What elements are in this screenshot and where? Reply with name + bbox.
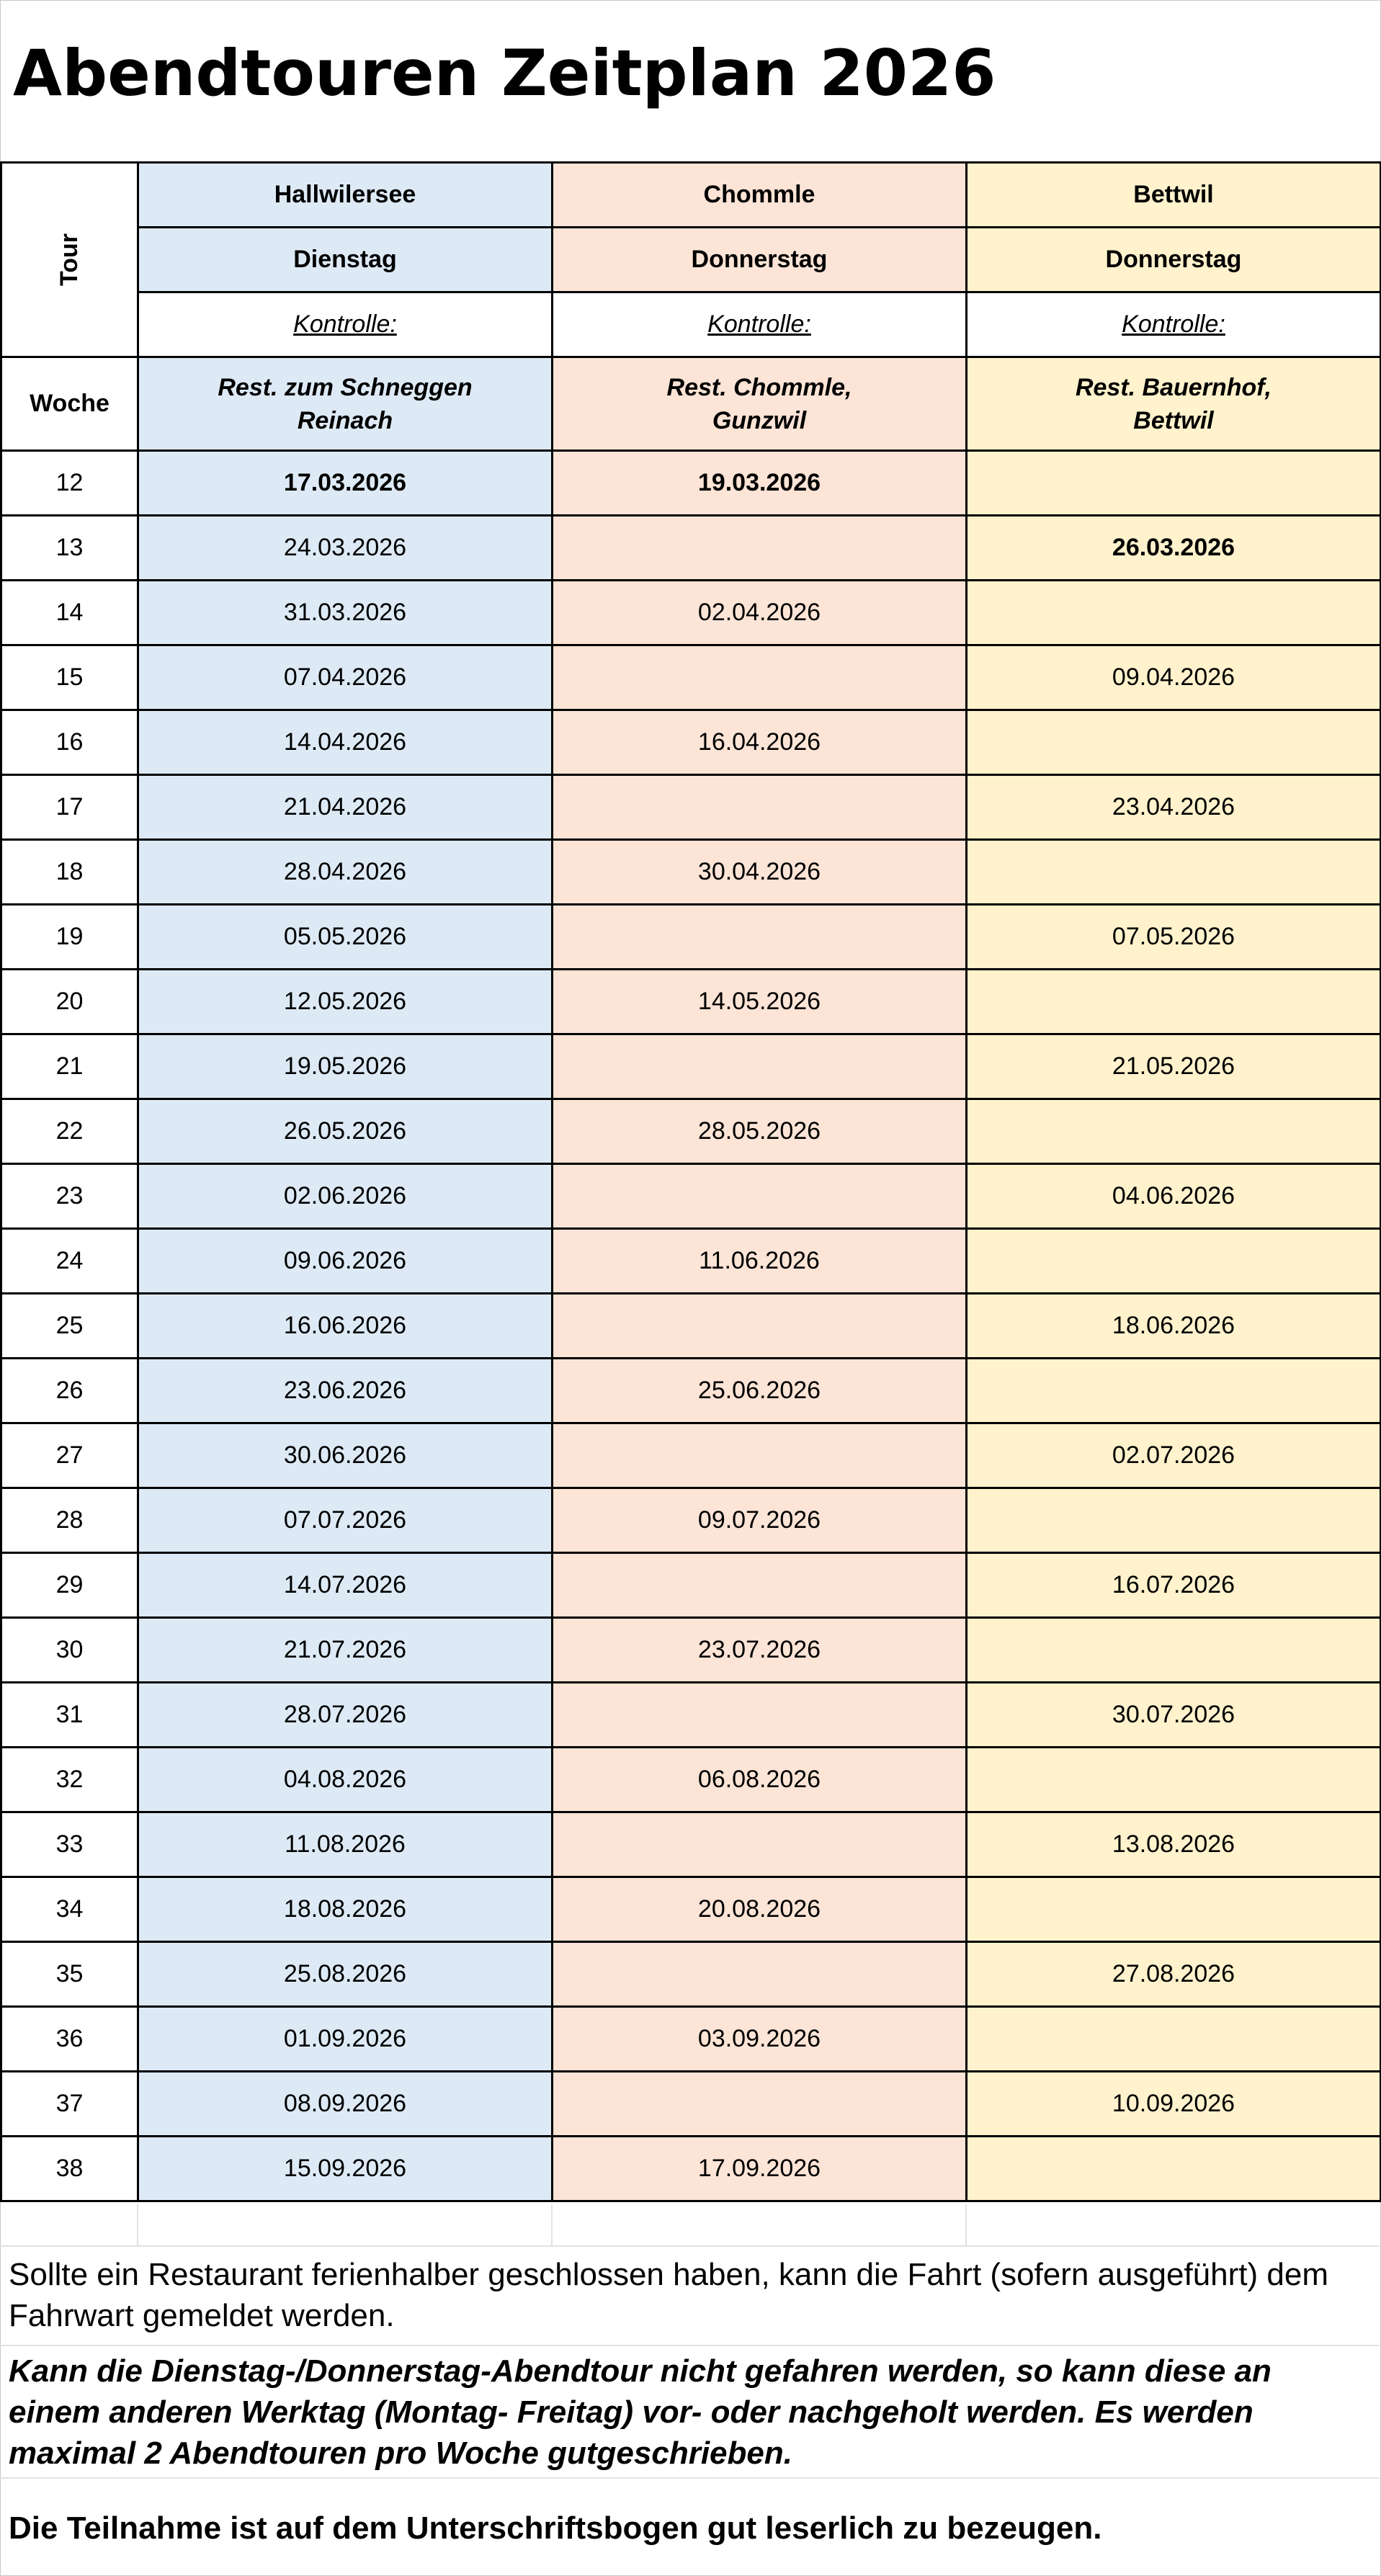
table-row — [1, 1553, 1381, 1618]
table-row — [1, 1099, 1381, 1164]
woche-label: Woche — [1, 357, 138, 451]
date-cell-hallwilersee: 12.05.2026 — [138, 970, 553, 1034]
date-cell-hallwilersee: 30.06.2026 — [138, 1423, 553, 1488]
tour-label-cell — [1, 163, 138, 357]
table-row — [1, 1877, 1381, 1942]
week-cell: 27 — [1, 1423, 138, 1488]
week-cell: 19 — [1, 905, 138, 970]
signature-note-line: Die Teilnahme ist auf dem Unterschriftsbogen gut leserlich zu bezeugen. — [9, 2510, 1102, 2546]
week-cell: 23 — [1, 1164, 138, 1229]
date-cell-bettwil — [967, 710, 1381, 775]
table-row — [1, 1618, 1381, 1683]
spacer-divider — [965, 2204, 967, 2245]
tour-name-chommle: Chommle — [553, 163, 967, 228]
date-cell-hallwilersee: 02.06.2026 — [138, 1164, 553, 1229]
week-cell: 33 — [1, 1812, 138, 1877]
date-cell-chommle — [553, 1812, 967, 1877]
date-cell-chommle: 06.08.2026 — [553, 1748, 967, 1812]
date-cell-hallwilersee: 28.04.2026 — [138, 840, 553, 905]
date-cell-chommle — [553, 1294, 967, 1359]
date-cell-chommle: 23.07.2026 — [553, 1618, 967, 1683]
tour-label: Tour — [55, 233, 83, 287]
week-cell: 16 — [1, 710, 138, 775]
date-cell-bettwil — [967, 1618, 1381, 1683]
date-cell-hallwilersee: 19.05.2026 — [138, 1034, 553, 1099]
control-cell-chommle — [553, 292, 967, 357]
date-cell-hallwilersee: 18.08.2026 — [138, 1877, 553, 1942]
date-cell-bettwil: 04.06.2026 — [967, 1164, 1381, 1229]
tour-day-hallwilersee: Dienstag — [138, 228, 553, 292]
date-cell-hallwilersee: 21.07.2026 — [138, 1618, 553, 1683]
date-cell-hallwilersee: 14.04.2026 — [138, 710, 553, 775]
closure-note-line: Sollte ein Restaurant ferienhalber geschlossen haben, kann die Fahrt (sofern ausgeführt) dem — [9, 2257, 1328, 2292]
date-cell-chommle — [553, 1553, 967, 1618]
date-cell-bettwil: 23.04.2026 — [967, 775, 1381, 840]
tour-name-hallwilersee: Hallwilersee — [138, 163, 553, 228]
date-cell-chommle — [553, 645, 967, 710]
week-cell: 12 — [1, 451, 138, 516]
table-row — [1, 775, 1381, 840]
restaurant-line: Rest. zum Schneggen — [218, 373, 473, 401]
makeup-note-line: Kann die Dienstag-/Donnerstag-Abendtour nicht gefahren werden, so kann diese an — [9, 2353, 1271, 2389]
date-cell-hallwilersee: 05.05.2026 — [138, 905, 553, 970]
restaurant-hallwilersee — [138, 357, 553, 451]
week-cell: 28 — [1, 1488, 138, 1553]
table-row — [1, 2007, 1381, 2072]
empty-spacer-row — [0, 2204, 1380, 2245]
table-row — [1, 1748, 1381, 1812]
table-row — [1, 1942, 1381, 2007]
table-row — [1, 1488, 1381, 1553]
date-cell-hallwilersee: 26.05.2026 — [138, 1099, 553, 1164]
date-cell-bettwil — [967, 1099, 1381, 1164]
date-cell-chommle: 09.07.2026 — [553, 1488, 967, 1553]
date-cell-bettwil: 16.07.2026 — [967, 1553, 1381, 1618]
table-row — [1, 710, 1381, 775]
date-cell-chommle: 20.08.2026 — [553, 1877, 967, 1942]
date-cell-hallwilersee: 31.03.2026 — [138, 581, 553, 645]
date-cell-chommle: 28.05.2026 — [553, 1099, 967, 1164]
week-cell: 31 — [1, 1683, 138, 1748]
date-cell-chommle — [553, 1683, 967, 1748]
date-cell-chommle: 02.04.2026 — [553, 581, 967, 645]
restaurant-line: Rest. Bauernhof, — [1075, 373, 1272, 401]
week-cell: 20 — [1, 970, 138, 1034]
date-cell-chommle — [553, 1164, 967, 1229]
restaurant-line: Gunzwil — [712, 406, 807, 434]
date-cell-hallwilersee: 16.06.2026 — [138, 1294, 553, 1359]
table-row — [1, 581, 1381, 645]
control-label: Kontrolle: — [707, 310, 811, 338]
date-cell-bettwil: 07.05.2026 — [967, 905, 1381, 970]
week-cell: 38 — [1, 2137, 138, 2201]
spacer-divider — [551, 2204, 553, 2245]
date-cell-hallwilersee: 14.07.2026 — [138, 1553, 553, 1618]
date-cell-hallwilersee: 07.07.2026 — [138, 1488, 553, 1553]
week-cell: 24 — [1, 1229, 138, 1294]
makeup-note — [0, 2345, 1380, 2477]
restaurant-line: Rest. Chommle, — [666, 373, 852, 401]
date-cell-bettwil — [967, 1359, 1381, 1423]
date-cell-hallwilersee: 23.06.2026 — [138, 1359, 553, 1423]
tour-day-bettwil: Donnerstag — [967, 228, 1381, 292]
table-row — [1, 1164, 1381, 1229]
table-row — [1, 645, 1381, 710]
table-row — [1, 516, 1381, 581]
page-title: Abendtouren Zeitplan 2026 — [13, 36, 996, 110]
week-cell: 36 — [1, 2007, 138, 2072]
date-cell-bettwil: 18.06.2026 — [967, 1294, 1381, 1359]
date-cell-bettwil: 26.03.2026 — [967, 516, 1381, 581]
date-cell-hallwilersee: 08.09.2026 — [138, 2072, 553, 2137]
date-cell-hallwilersee: 25.08.2026 — [138, 1942, 553, 2007]
date-cell-bettwil — [967, 1229, 1381, 1294]
week-cell: 30 — [1, 1618, 138, 1683]
table-row — [1, 1359, 1381, 1423]
date-cell-chommle: 16.04.2026 — [553, 710, 967, 775]
date-cell-bettwil — [967, 1877, 1381, 1942]
makeup-note-line: maximal 2 Abendtouren pro Woche gutgeschrieben. — [9, 2436, 792, 2471]
date-cell-bettwil — [967, 840, 1381, 905]
date-cell-chommle: 25.06.2026 — [553, 1359, 967, 1423]
week-cell: 14 — [1, 581, 138, 645]
date-cell-bettwil — [967, 581, 1381, 645]
date-cell-bettwil: 30.07.2026 — [967, 1683, 1381, 1748]
week-cell: 17 — [1, 775, 138, 840]
date-cell-hallwilersee: 01.09.2026 — [138, 2007, 553, 2072]
date-cell-hallwilersee: 15.09.2026 — [138, 2137, 553, 2201]
date-cell-bettwil: 02.07.2026 — [967, 1423, 1381, 1488]
date-cell-bettwil — [967, 2137, 1381, 2201]
restaurant-line: Reinach — [297, 406, 393, 434]
week-cell: 32 — [1, 1748, 138, 1812]
week-cell: 29 — [1, 1553, 138, 1618]
spacer-divider — [137, 2204, 138, 2245]
tour-day-chommle: Donnerstag — [553, 228, 967, 292]
date-cell-bettwil: 21.05.2026 — [967, 1034, 1381, 1099]
date-cell-chommle — [553, 1423, 967, 1488]
header-row-restaurants — [1, 357, 1381, 451]
table-row — [1, 840, 1381, 905]
date-cell-chommle: 14.05.2026 — [553, 970, 967, 1034]
date-cell-chommle: 17.09.2026 — [553, 2137, 967, 2201]
header-row-tour-names — [1, 163, 1381, 228]
week-cell: 35 — [1, 1942, 138, 2007]
date-cell-chommle — [553, 2072, 967, 2137]
date-cell-chommle — [553, 905, 967, 970]
date-cell-chommle — [553, 1942, 967, 2007]
date-cell-bettwil — [967, 2007, 1381, 2072]
signature-note — [0, 2477, 1380, 2575]
restaurant-bettwil — [967, 357, 1381, 451]
table-row — [1, 1034, 1381, 1099]
date-cell-hallwilersee: 17.03.2026 — [138, 451, 553, 516]
week-cell: 34 — [1, 1877, 138, 1942]
date-cell-bettwil — [967, 451, 1381, 516]
header-row-days — [1, 228, 1381, 292]
schedule-table — [0, 161, 1381, 2202]
date-cell-chommle: 03.09.2026 — [553, 2007, 967, 2072]
date-cell-bettwil — [967, 970, 1381, 1034]
header-row-control — [1, 292, 1381, 357]
table-row — [1, 1423, 1381, 1488]
table-row — [1, 970, 1381, 1034]
control-cell-hallwilersee — [138, 292, 553, 357]
table-row — [1, 1229, 1381, 1294]
date-cell-bettwil: 09.04.2026 — [967, 645, 1381, 710]
date-cell-hallwilersee: 28.07.2026 — [138, 1683, 553, 1748]
date-cell-hallwilersee: 11.08.2026 — [138, 1812, 553, 1877]
makeup-note-line: einem anderen Werktag (Montag- Freitag) vor- oder nachgeholt werden. Es werden — [9, 2394, 1253, 2430]
date-cell-chommle: 11.06.2026 — [553, 1229, 967, 1294]
week-cell: 26 — [1, 1359, 138, 1423]
date-cell-bettwil — [967, 1748, 1381, 1812]
control-label: Kontrolle: — [1122, 310, 1225, 338]
closure-note — [0, 2245, 1380, 2345]
week-cell: 25 — [1, 1294, 138, 1359]
table-row — [1, 2072, 1381, 2137]
date-cell-bettwil — [967, 1488, 1381, 1553]
table-row — [1, 1812, 1381, 1877]
table-row — [1, 2137, 1381, 2201]
date-cell-bettwil: 13.08.2026 — [967, 1812, 1381, 1877]
date-cell-chommle — [553, 516, 967, 581]
table-row — [1, 905, 1381, 970]
date-cell-hallwilersee: 07.04.2026 — [138, 645, 553, 710]
week-cell: 15 — [1, 645, 138, 710]
date-cell-bettwil: 27.08.2026 — [967, 1942, 1381, 2007]
week-cell: 13 — [1, 516, 138, 581]
date-cell-chommle — [553, 1034, 967, 1099]
restaurant-line: Bettwil — [1133, 406, 1214, 434]
date-cell-chommle: 30.04.2026 — [553, 840, 967, 905]
control-label: Kontrolle: — [293, 310, 397, 338]
week-cell: 21 — [1, 1034, 138, 1099]
date-cell-hallwilersee: 21.04.2026 — [138, 775, 553, 840]
date-cell-chommle: 19.03.2026 — [553, 451, 967, 516]
table-row — [1, 1683, 1381, 1748]
week-cell: 37 — [1, 2072, 138, 2137]
date-cell-bettwil: 10.09.2026 — [967, 2072, 1381, 2137]
table-row — [1, 1294, 1381, 1359]
date-cell-chommle — [553, 775, 967, 840]
closure-note-line: Fahrwart gemeldet werden. — [9, 2298, 395, 2333]
table-row — [1, 451, 1381, 516]
control-cell-bettwil — [967, 292, 1381, 357]
date-cell-hallwilersee: 24.03.2026 — [138, 516, 553, 581]
tour-name-bettwil: Bettwil — [967, 163, 1381, 228]
week-cell: 18 — [1, 840, 138, 905]
date-cell-hallwilersee: 09.06.2026 — [138, 1229, 553, 1294]
date-cell-hallwilersee: 04.08.2026 — [138, 1748, 553, 1812]
restaurant-chommle — [553, 357, 967, 451]
week-cell: 22 — [1, 1099, 138, 1164]
